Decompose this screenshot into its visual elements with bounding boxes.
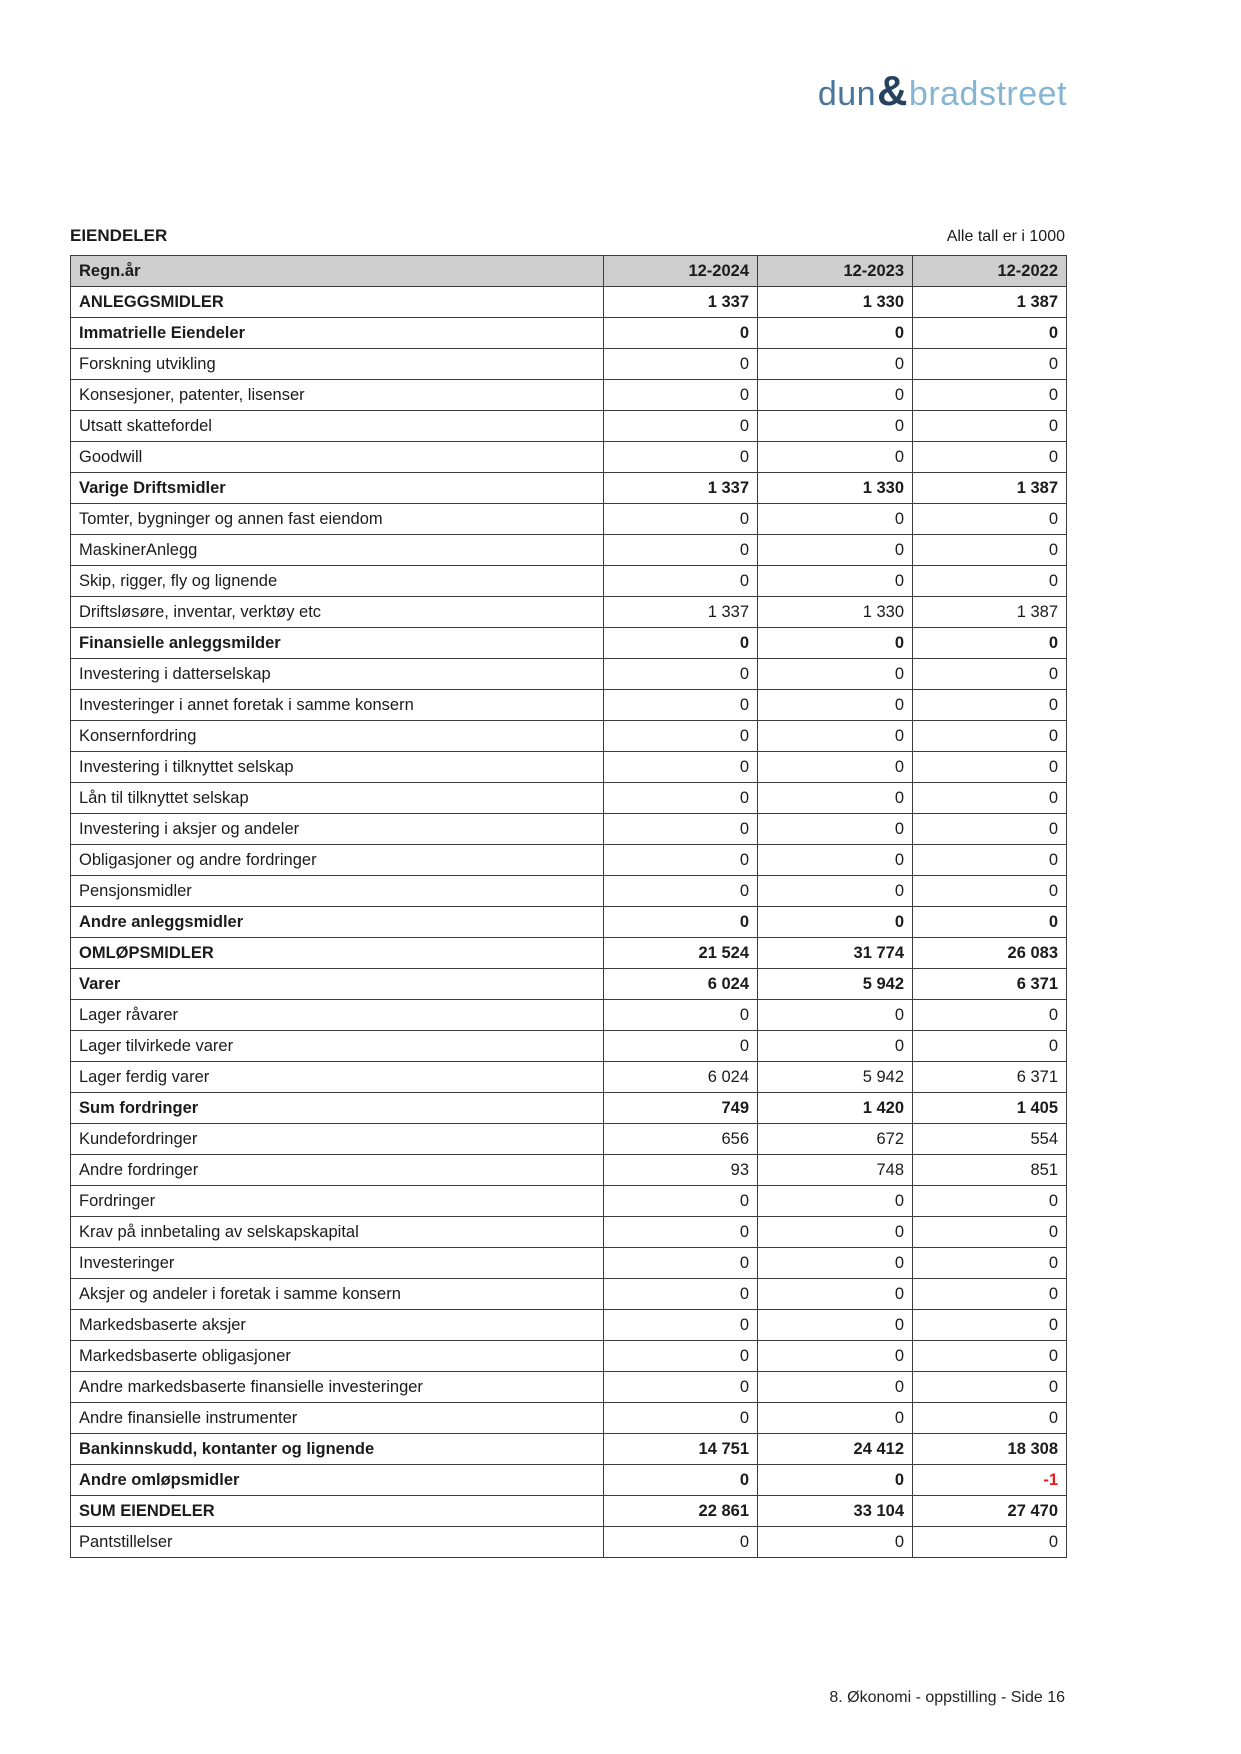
row-label: Andre omløpsmidler <box>71 1465 604 1496</box>
row-label: Immatrielle Eiendeler <box>71 318 604 349</box>
row-value: 0 <box>758 907 913 938</box>
row-label: Utsatt skattefordel <box>71 411 604 442</box>
row-value: 0 <box>913 1527 1067 1558</box>
table-row <box>71 504 1067 535</box>
dun-bradstreet-logo <box>817 67 1067 114</box>
row-value: 0 <box>758 628 913 659</box>
row-value: 0 <box>604 442 758 473</box>
row-label: Lager tilvirkede varer <box>71 1031 604 1062</box>
row-value: 0 <box>758 1310 913 1341</box>
row-value: 0 <box>758 1031 913 1062</box>
row-label: Markedsbaserte aksjer <box>71 1310 604 1341</box>
row-value: 0 <box>604 1372 758 1403</box>
row-value: 26 083 <box>913 938 1067 969</box>
row-value: 0 <box>604 1031 758 1062</box>
row-value: 0 <box>913 1372 1067 1403</box>
row-value: 0 <box>604 504 758 535</box>
page-title: EIENDELER <box>70 226 168 245</box>
row-label: Aksjer og andeler i foretak i samme konsern <box>71 1279 604 1310</box>
table-row <box>71 597 1067 628</box>
table-row <box>71 535 1067 566</box>
document-header <box>70 226 1065 246</box>
row-value: 0 <box>604 1465 758 1496</box>
row-label: Pantstillelser <box>71 1527 604 1558</box>
row-label: Varer <box>71 969 604 1000</box>
row-value: 0 <box>758 814 913 845</box>
row-label: Lager råvarer <box>71 1000 604 1031</box>
row-value: 0 <box>913 659 1067 690</box>
row-value: 851 <box>913 1155 1067 1186</box>
table-row <box>71 659 1067 690</box>
row-value: 1 387 <box>913 473 1067 504</box>
table-row <box>71 876 1067 907</box>
table-row <box>71 969 1067 1000</box>
row-value: 0 <box>604 659 758 690</box>
row-value: 0 <box>604 1217 758 1248</box>
table-row <box>71 1217 1067 1248</box>
row-value: 6 371 <box>913 1062 1067 1093</box>
row-value: 0 <box>758 411 913 442</box>
row-label: Kundefordringer <box>71 1124 604 1155</box>
column-header-year-1: 12-2024 <box>604 256 758 287</box>
row-value: 0 <box>913 1310 1067 1341</box>
row-value: 0 <box>604 1186 758 1217</box>
row-value: 0 <box>758 1403 913 1434</box>
row-value: 5 942 <box>758 969 913 1000</box>
row-value: 0 <box>913 504 1067 535</box>
row-value: 0 <box>758 1372 913 1403</box>
table-row <box>71 287 1067 318</box>
row-value: 748 <box>758 1155 913 1186</box>
table-row <box>71 1496 1067 1527</box>
row-value: 1 405 <box>913 1093 1067 1124</box>
row-value: 0 <box>604 411 758 442</box>
row-label: Andre anleggsmidler <box>71 907 604 938</box>
row-label: Varige Driftsmidler <box>71 473 604 504</box>
row-value: 0 <box>758 659 913 690</box>
row-value: 0 <box>913 1403 1067 1434</box>
balance-table-body <box>71 287 1067 1558</box>
table-row <box>71 318 1067 349</box>
row-value: 1 337 <box>604 287 758 318</box>
row-value: 0 <box>758 1248 913 1279</box>
row-value: 0 <box>604 628 758 659</box>
row-value: 6 371 <box>913 969 1067 1000</box>
row-value: 0 <box>758 349 913 380</box>
row-value: 0 <box>758 845 913 876</box>
table-row <box>71 411 1067 442</box>
row-value: 0 <box>758 442 913 473</box>
row-value: 1 330 <box>758 287 913 318</box>
table-row <box>71 1403 1067 1434</box>
row-value: 0 <box>604 1527 758 1558</box>
row-value: 0 <box>913 566 1067 597</box>
row-value: 0 <box>604 1341 758 1372</box>
column-header-year-2: 12-2023 <box>758 256 913 287</box>
row-value: 0 <box>604 1310 758 1341</box>
row-value: 21 524 <box>604 938 758 969</box>
row-label: Obligasjoner og andre fordringer <box>71 845 604 876</box>
table-row <box>71 628 1067 659</box>
row-label: Lån til tilknyttet selskap <box>71 783 604 814</box>
row-value: 749 <box>604 1093 758 1124</box>
row-value: 0 <box>604 845 758 876</box>
row-value: 0 <box>604 783 758 814</box>
table-row <box>71 1155 1067 1186</box>
row-value: 22 861 <box>604 1496 758 1527</box>
row-value: 0 <box>913 1341 1067 1372</box>
row-value: 0 <box>604 690 758 721</box>
units-note: Alle tall er i 1000 <box>946 228 1065 245</box>
row-value: 0 <box>604 876 758 907</box>
row-label: Lager ferdig varer <box>71 1062 604 1093</box>
table-row <box>71 1434 1067 1465</box>
row-value: 656 <box>604 1124 758 1155</box>
table-row <box>71 1279 1067 1310</box>
row-value: 554 <box>913 1124 1067 1155</box>
page-footer: 8. Økonomi - oppstilling - Side 16 <box>829 1689 1065 1706</box>
row-value: 0 <box>913 907 1067 938</box>
row-value: 0 <box>758 318 913 349</box>
row-value: 0 <box>913 1000 1067 1031</box>
row-value: 0 <box>913 876 1067 907</box>
row-value: 1 330 <box>758 597 913 628</box>
row-label: Investering i aksjer og andeler <box>71 814 604 845</box>
row-label: Investering i tilknyttet selskap <box>71 752 604 783</box>
table-row <box>71 721 1067 752</box>
row-value: 0 <box>913 752 1067 783</box>
row-value: 0 <box>913 690 1067 721</box>
column-header-year-3: 12-2022 <box>913 256 1067 287</box>
row-value: 24 412 <box>758 1434 913 1465</box>
row-value: 0 <box>604 814 758 845</box>
row-value: 0 <box>913 380 1067 411</box>
row-value: 0 <box>604 349 758 380</box>
row-label: Fordringer <box>71 1186 604 1217</box>
row-value: 0 <box>604 1279 758 1310</box>
row-value: 0 <box>913 721 1067 752</box>
table-row <box>71 1186 1067 1217</box>
row-value: 0 <box>913 628 1067 659</box>
row-value: 0 <box>758 690 913 721</box>
row-value: 0 <box>758 1217 913 1248</box>
row-label: OMLØPSMIDLER <box>71 938 604 969</box>
table-row <box>71 1000 1067 1031</box>
row-label: Tomter, bygninger og annen fast eiendom <box>71 504 604 535</box>
row-label: Sum fordringer <box>71 1093 604 1124</box>
table-row <box>71 1341 1067 1372</box>
row-value: 0 <box>604 752 758 783</box>
table-row <box>71 845 1067 876</box>
row-value: 0 <box>604 1403 758 1434</box>
row-value: 0 <box>604 535 758 566</box>
row-value: 0 <box>758 1527 913 1558</box>
row-label: Andre markedsbaserte finansielle investeringer <box>71 1372 604 1403</box>
table-row <box>71 752 1067 783</box>
table-row <box>71 1527 1067 1558</box>
row-label: Finansielle anleggsmilder <box>71 628 604 659</box>
row-label: SUM EIENDELER <box>71 1496 604 1527</box>
row-value: 0 <box>913 814 1067 845</box>
row-label: Investeringer i annet foretak i samme konsern <box>71 690 604 721</box>
row-value: 0 <box>604 907 758 938</box>
row-value: -1 <box>913 1465 1067 1496</box>
row-label: Bankinnskudd, kontanter og lignende <box>71 1434 604 1465</box>
row-value: 0 <box>758 783 913 814</box>
row-value: 0 <box>758 535 913 566</box>
row-label: Krav på innbetaling av selskapskapital <box>71 1217 604 1248</box>
row-label: Investering i datterselskap <box>71 659 604 690</box>
row-label: Driftsløsøre, inventar, verktøy etc <box>71 597 604 628</box>
row-value: 5 942 <box>758 1062 913 1093</box>
table-row <box>71 783 1067 814</box>
row-label: Pensjonsmidler <box>71 876 604 907</box>
table-row <box>71 938 1067 969</box>
row-value: 6 024 <box>604 1062 758 1093</box>
table-header-row <box>71 256 1067 287</box>
row-value: 0 <box>913 1186 1067 1217</box>
row-value: 1 387 <box>913 287 1067 318</box>
row-value: 0 <box>604 380 758 411</box>
row-value: 93 <box>604 1155 758 1186</box>
row-value: 0 <box>758 752 913 783</box>
row-value: 0 <box>758 1186 913 1217</box>
row-label: MaskinerAnlegg <box>71 535 604 566</box>
row-label: Skip, rigger, fly og lignende <box>71 566 604 597</box>
row-value: 31 774 <box>758 938 913 969</box>
row-value: 33 104 <box>758 1496 913 1527</box>
table-row <box>71 1093 1067 1124</box>
table-row <box>71 442 1067 473</box>
row-value: 0 <box>913 535 1067 566</box>
table-row <box>71 1124 1067 1155</box>
table-row <box>71 380 1067 411</box>
table-row <box>71 566 1067 597</box>
row-value: 0 <box>913 318 1067 349</box>
table-row <box>71 473 1067 504</box>
row-label: Goodwill <box>71 442 604 473</box>
table-row <box>71 1062 1067 1093</box>
row-label: Investeringer <box>71 1248 604 1279</box>
row-value: 672 <box>758 1124 913 1155</box>
row-label: Andre finansielle instrumenter <box>71 1403 604 1434</box>
table-row <box>71 1465 1067 1496</box>
balance-sheet-table <box>70 255 1067 1558</box>
table-row <box>71 1372 1067 1403</box>
row-value: 0 <box>604 318 758 349</box>
row-value: 0 <box>758 1465 913 1496</box>
row-value: 0 <box>913 783 1067 814</box>
row-value: 0 <box>758 876 913 907</box>
row-value: 27 470 <box>913 1496 1067 1527</box>
row-value: 0 <box>758 1000 913 1031</box>
row-value: 0 <box>758 1341 913 1372</box>
row-value: 1 337 <box>604 597 758 628</box>
table-row <box>71 814 1067 845</box>
logo-text-dun: dun <box>817 75 877 113</box>
row-value: 1 387 <box>913 597 1067 628</box>
table-row <box>71 907 1067 938</box>
row-label: Konsesjoner, patenter, lisenser <box>71 380 604 411</box>
row-value: 18 308 <box>913 1434 1067 1465</box>
row-value: 0 <box>604 566 758 597</box>
row-value: 0 <box>913 1279 1067 1310</box>
table-row <box>71 1031 1067 1062</box>
row-value: 0 <box>604 1248 758 1279</box>
row-value: 1 330 <box>758 473 913 504</box>
column-header-regnar: Regn.år <box>71 256 604 287</box>
row-value: 0 <box>913 845 1067 876</box>
row-value: 1 337 <box>604 473 758 504</box>
row-value: 0 <box>913 442 1067 473</box>
row-value: 6 024 <box>604 969 758 1000</box>
row-value: 0 <box>758 566 913 597</box>
row-label: ANLEGGSMIDLER <box>71 287 604 318</box>
table-row <box>71 1248 1067 1279</box>
row-value: 0 <box>758 1279 913 1310</box>
row-value: 0 <box>913 1248 1067 1279</box>
row-label: Andre fordringer <box>71 1155 604 1186</box>
row-value: 0 <box>913 1217 1067 1248</box>
row-value: 0 <box>604 721 758 752</box>
table-row <box>71 349 1067 380</box>
row-value: 0 <box>604 1000 758 1031</box>
row-value: 0 <box>913 349 1067 380</box>
row-value: 0 <box>758 721 913 752</box>
row-value: 0 <box>913 1031 1067 1062</box>
row-value: 0 <box>758 380 913 411</box>
row-label: Markedsbaserte obligasjoner <box>71 1341 604 1372</box>
logo-text-bradstreet: bradstreet <box>908 75 1067 113</box>
table-row <box>71 690 1067 721</box>
row-value: 1 420 <box>758 1093 913 1124</box>
row-value: 14 751 <box>604 1434 758 1465</box>
table-row <box>71 1310 1067 1341</box>
ampersand-icon: & <box>877 67 908 114</box>
row-label: Konsernfordring <box>71 721 604 752</box>
row-value: 0 <box>758 504 913 535</box>
balance-sheet-table-wrapper <box>70 255 1066 1558</box>
row-value: 0 <box>913 411 1067 442</box>
row-label: Forskning utvikling <box>71 349 604 380</box>
